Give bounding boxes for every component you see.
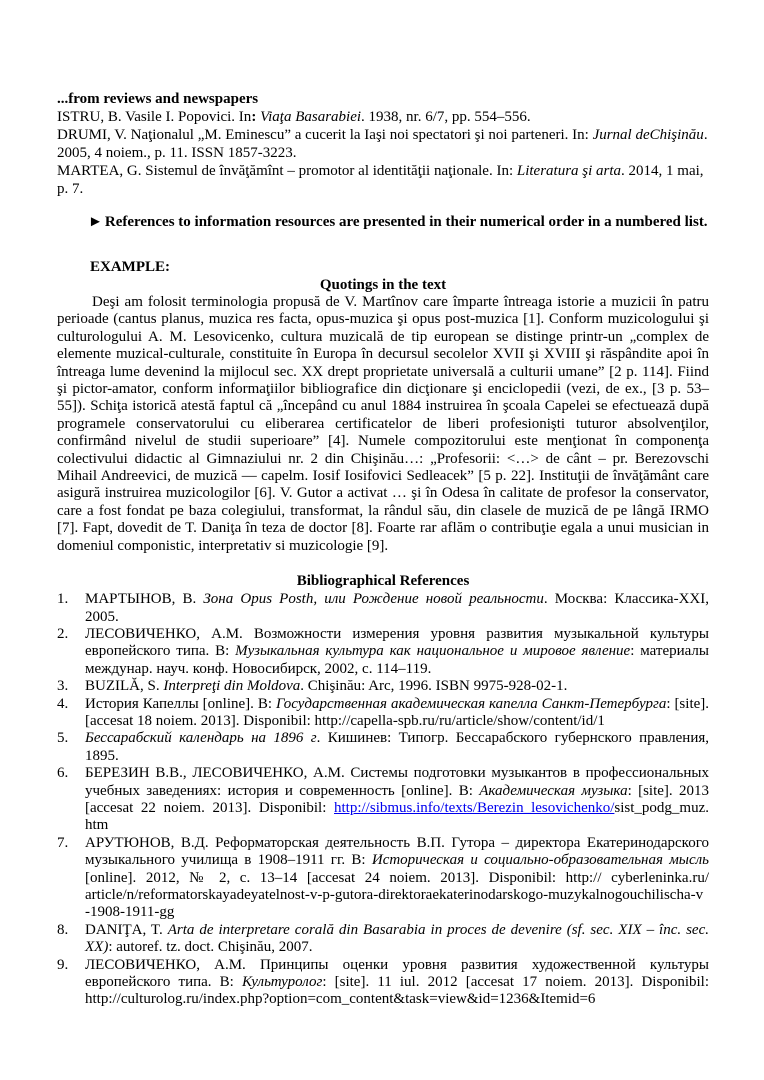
example-label: EXAMPLE: [90, 259, 170, 275]
references-note [57, 213, 709, 231]
citation-entry: ISTRU, B. Vasile I. Popovici. In: Viaţa Basarabiei. 1938, nr. 6/7, pp. 554–556. [57, 109, 531, 125]
reference-number: 8. [57, 921, 69, 938]
reference-item [57, 922, 709, 957]
reference-text: АРУТЮНОВ, В.Д. Реформаторская деятельность В.П. Гутора – директора Екатеринодарского музыкального училища в 1908–1911 гг. В: Историческая и социально-образовательная мысль [online]. 2012, № 2, с. 13–14 [accesat 24 noiem. 2013]. Disponibil: http:// cyberleninka.ru/ article/n/reformatorskayadeyatelnost-v-p-gutora-direktoraekaterinodarskogo-muzykalnogouchilischa-v -1908-1911-gg [85, 834, 709, 921]
reference-item [57, 626, 709, 678]
arrow-bullet-icon: ► [88, 214, 105, 230]
reference-item [57, 591, 709, 626]
quotings-paragraph: Deşi am folosit terminologia propusă de V. Martînov care împarte întreaga istorie a muzicii în patru perioade (cantus planus, muzica res facta, opus-muzica şi opus post-muzica [1]. Conform muzicologului şi culturologului A. M. Lesovicenko, cultura muzicală de tip european se distinge printr-un „complex de elemente muzical-culturale, constituite în Europa în decursul secolelor XVII şi XVIII şi răspândite apoi în întreaga lume devenind la mijlocul sec. XX drept proprietate universală a culturii umane” [2 p. 114]. Fiind şi pictor-amator, conform informaţiilor bibliografice din dicţionare şi enciclopedii (vezi, de ex., [3 p. 53–55]). Schiţa istorică atestă faptul că „începând cu anul 1884 instruirea în şcoala Capelei se efectuează după programele conservatorului cu eliberarea certificatelor de liberi profesionişti tuturor absolvenţilor, confirmând nivelul de studii superioare” [4]. Numele compozitorului este menţionat în componenţa colectivului didactic al Gimnaziului nr. 2 din Chişinău…: „Profesorii: <…> de cânt – pr. Berezovschi Mihail Andreevici, de muzică — capelm. Iosif Iosifovici Sedleacek” [5 p. 22]. Instituţii de învăţământ care asigură instruirea muzicologilor [6]. V. Gutor a activat … şi în Odesa în calitate de profesor la conservator, care a fost fondat pe baza colegiului, transformat, la rândul său, din clasele de muzică de pe lângă IRMO [7]. Fapt, dovedit de T. Daniţa în teza de doctor [8]. Foarte rar aflăm o contribuţie egala a unui musician in domeniul componistic, interpretativ si muzicologie [9]. [57, 294, 709, 554]
citation-entry: MARTEA, G. Sistemul de învăţămînt – promotor al identităţii naţionale. In: Literatura şi arta. 2014, 1 mai, p. 7. [57, 163, 704, 197]
citation-entry: DRUMI, V. Naţionalul „M. Eminescu” a cucerit la Iaşi noi spectatori şi noi parteneri. In: Jurnal deChişinău. 2005, 4 noiem., p. 11. ISSN 1857-3223. [57, 127, 708, 161]
reference-text: БЕРЕЗИН В.В., ЛЕСОВИЧЕНКО, А.М. Системы подготовки музыкантов в профессиональных учебных заведениях: история и современность [online]. В: Академическая музыка: [site]. 2013 [accesat 22 noiem. 2013]. Disponibil: http://sibmus.info/texts/Berezin_lesovichenko/sist_podg_muz. htm [85, 765, 709, 834]
reference-text: BUZILĂ, S. Interpreţi din Moldova. Chişinău: Arc, 1996. ISBN 9975-928-02-1. [85, 678, 568, 695]
reference-text: МАРТЫНОВ, В. Зона Opus Posth, или Рождение новой реальности. Москва: Классика-XXI, 2005. [85, 591, 709, 625]
reference-number: 2. [57, 625, 69, 642]
reference-number: 4. [57, 695, 69, 712]
reviews-section-heading: ...from reviews and newspapers [57, 91, 259, 107]
reference-item [57, 765, 709, 835]
reference-item [57, 835, 709, 922]
bibliography-list [57, 591, 709, 1009]
quotings-heading: Quotings in the text [319, 277, 447, 293]
document-content [57, 90, 709, 1009]
reference-number: 7. [57, 834, 69, 851]
reference-text: Бессарабский календарь на 1896 г. Кишинев: Типогр. Бессарабского губернского правления, 1895. [85, 730, 710, 764]
reference-text: ЛЕСОВИЧЕНКО, А.М. Возможности измерения уровня развития музыкальной культуры европейского типа. В: Музыкальная культура как национальное и мировое явление: материалы междунар. науч. конф. Новосибирск, 2002, с. 114–119. [85, 625, 709, 677]
reference-item [57, 696, 709, 731]
bibliography-heading: Bibliographical References [296, 573, 470, 590]
reference-number: 9. [57, 956, 69, 973]
reference-text: DANIŢA, T. Arta de interpretare corală din Basarabia in proces de devenire (sf. sec. XIX – înc. sec. XX): autoref. tz. doct. Chişinău, 2007. [85, 921, 709, 956]
reference-text: ЛЕСОВИЧЕНКО, А.М. Принципы оценки уровня развития художественной культуры европейского типа. В: Культуролог: [site]. 11 iul. 2012 [accesat 17 noiem. 2013]. Disponibil: http://culturolog.ru/index.php?option=com_content&task=view&id=1236&Itemid=6 [85, 956, 709, 1008]
reference-item [57, 678, 709, 695]
reference-item [57, 730, 709, 765]
reference-hyperlink[interactable]: http://sibmus.info/texts/Berezin_lesovichenko/ [334, 799, 615, 816]
reference-number: 5. [57, 730, 69, 747]
reference-text: История Капеллы [online]. В: Государственная академическая капелла Санкт-Петербурга: [site]. [accesat 18 noiem. 2013]. Disponibil: http://capella-spb.ru/ru/article/show/content/id/1 [85, 695, 710, 729]
reference-number: 1. [57, 591, 69, 608]
reference-number: 3. [57, 678, 69, 695]
references-note-text: References to information resources are presented in their numerical order in a numbered list. [104, 214, 708, 230]
reference-number: 6. [57, 765, 69, 782]
reference-item [57, 957, 709, 1009]
